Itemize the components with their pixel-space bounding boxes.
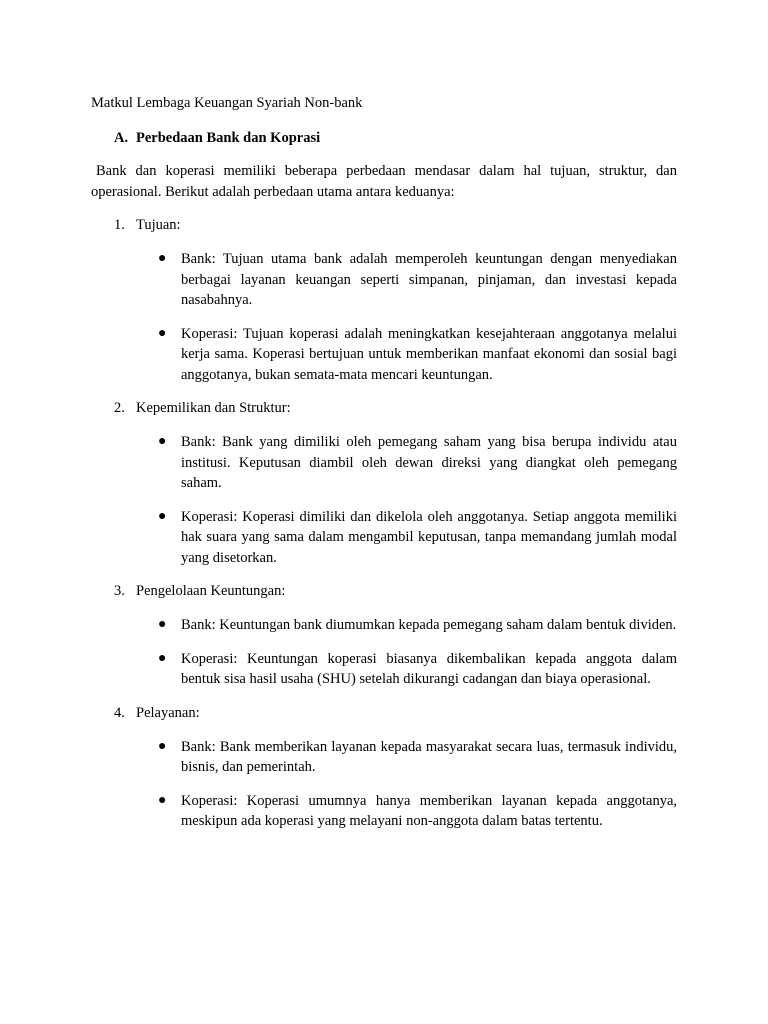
item-number: 2. (114, 400, 125, 416)
bullet-dot-icon: ● (158, 508, 167, 524)
section-heading (114, 128, 677, 148)
item-heading: Kepemilikan dan Struktur: (136, 400, 291, 416)
numbered-item-head (91, 703, 677, 723)
bullet-dot-icon: ● (158, 650, 167, 666)
numbered-item-head (91, 398, 677, 418)
bullet-item (91, 507, 677, 569)
bullet-item (91, 432, 677, 494)
section-letter: A. (114, 130, 129, 146)
bullet-text: Koperasi: Keuntungan koperasi biasanya dikembalikan kepada anggota dalam bentuk sisa hasil usaha (SHU) setelah dikurangi cadangan dan biaya operasional. (181, 650, 677, 687)
item-heading: Pelayanan: (136, 704, 200, 721)
document-title: Matkul Lembaga Keuangan Syariah Non-bank (91, 95, 363, 111)
bullet-text: Koperasi: Koperasi umumnya hanya memberikan layanan kepada anggotanya, meskipun ada koperasi yang melayani non-anggota dalam batas tertentu. (181, 792, 677, 829)
bullet-list (91, 737, 677, 832)
bullet-dot-icon: ● (158, 251, 167, 266)
numbered-item-tujuan (91, 215, 677, 385)
bullet-list (91, 432, 677, 568)
bullet-dot-icon: ● (158, 325, 167, 341)
item-heading: Tujuan: (136, 217, 181, 233)
numbered-item-pelayanan (91, 703, 677, 832)
bullet-item (91, 615, 677, 636)
bullet-dot-icon: ● (158, 792, 167, 808)
bullet-list (91, 249, 677, 385)
numbered-item-head (91, 581, 677, 601)
item-heading: Pengelolaan Keuntungan: (136, 583, 286, 599)
numbered-list (91, 215, 677, 832)
bullet-item (91, 249, 677, 311)
bullet-dot-icon: ● (158, 738, 167, 754)
bullet-dot-icon: ● (158, 434, 167, 449)
bullet-text: Bank: Bank yang dimiliki oleh pemegang saham yang bisa berupa individu atau institusi. Keputusan diambil oleh dewan direksi yang diangkat oleh pemegang saham. (181, 434, 677, 491)
item-number: 4. (114, 704, 125, 721)
numbered-item-head (91, 215, 677, 235)
bullet-list (91, 615, 677, 690)
numbered-item-pengelolaan (91, 581, 677, 690)
bullet-item (91, 649, 677, 690)
bullet-dot-icon: ● (158, 617, 167, 632)
bullet-text: Koperasi: Koperasi dimiliki dan dikelola oleh anggotanya. Setiap anggota memiliki hak suara yang sama dalam mengambil keputusan, tanpa memandang jumlah modal yang disetorkan. (181, 508, 677, 566)
bullet-text: Koperasi: Tujuan koperasi adalah meningkatkan kesejahteraan anggotanya melalui kerja sama. Koperasi bertujuan untuk memberikan manfaat ekonomi dan sosial bagi anggotanya, bukan semata-mata mencari keuntungan. (181, 325, 677, 383)
section-heading-text: Perbedaan Bank dan Koprasi (136, 130, 321, 146)
item-number: 3. (114, 583, 125, 599)
bullet-text: Bank: Tujuan utama bank adalah memperoleh keuntungan dengan menyediakan berbagai layanan keuangan seperti simpanan, pinjaman, dan investasi kepada nasabahnya. (181, 251, 677, 308)
bullet-item (91, 737, 677, 778)
numbered-item-kepemilikan (91, 398, 677, 568)
bullet-text: Bank: Keuntungan bank diumumkan kepada pemegang saham dalam bentuk dividen. (181, 617, 677, 633)
item-number: 1. (114, 217, 125, 233)
bullet-item (91, 791, 677, 832)
intro-paragraph: Bank dan koperasi memiliki beberapa perbedaan mendasar dalam hal tujuan, struktur, dan operasional. Berikut adalah perbedaan utama antara keduanya: (91, 163, 677, 200)
bullet-text: Bank: Bank memberikan layanan kepada masyarakat secara luas, termasuk individu, bisnis, dan pemerintah. (181, 738, 677, 775)
bullet-item (91, 324, 677, 386)
